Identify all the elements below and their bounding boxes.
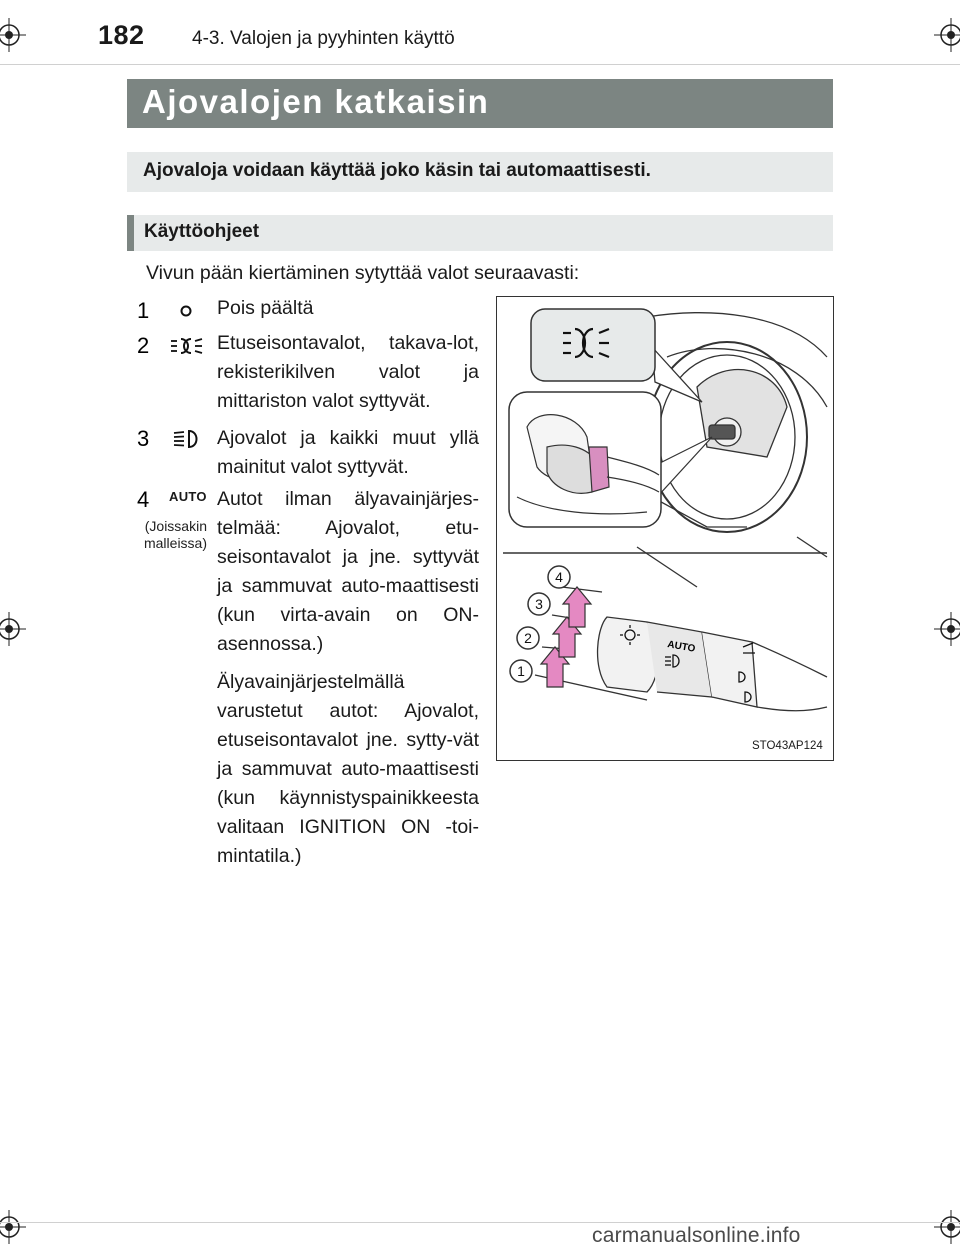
svg-text:2: 2	[137, 333, 150, 358]
headlight-icon	[169, 426, 205, 452]
svg-text:1: 1	[137, 298, 150, 323]
registration-mark-top-right	[934, 18, 960, 52]
item-number-4	[134, 486, 160, 512]
header-divider	[0, 64, 960, 65]
item-text-4-smart-key: Älyavainjärjestelmällä varustetut autot: Ajovalot, etuseisontavalot jne. sytty-vät ja sammuvat auto-maattisesti (kun käynnistyspainikkeesta valitaan IGNITION ON -toi-mintatila.)	[217, 671, 479, 867]
figure-illustration	[497, 297, 832, 759]
parking-lights-icon	[169, 333, 205, 359]
item-text-1: Pois päältä	[217, 297, 314, 319]
figure-label-3: 3	[535, 596, 543, 612]
model-note: (Joissakin malleissa)	[143, 518, 207, 551]
figure-label-4: 4	[555, 569, 563, 585]
headlight-switch-figure	[496, 296, 834, 761]
item-number-1	[134, 297, 160, 323]
figure-auto-label: AUTO	[666, 639, 697, 655]
item-text-4: Autot ilman älyavainjärjes-telmää: Ajovalot, etu-seisontavalot ja jne. syttyvät ja sammuvat auto-maattisesti (kun virta-avain on ON-asennossa.)	[217, 488, 479, 655]
auto-icon: AUTO	[169, 489, 207, 504]
off-circle-icon	[169, 298, 205, 324]
registration-mark-top-left	[0, 18, 26, 52]
lead-text: Vivun pään kiertäminen sytyttää valot seuraavasti:	[146, 262, 580, 284]
item-text-2: Etuseisontavalot, takava-lot, rekisterikilven valot ja mittariston valot syttyvät.	[217, 332, 479, 412]
subsection-title: Käyttöohjeet	[144, 221, 260, 242]
figure-label-2: 2	[524, 630, 532, 646]
section-heading: 4-3. Valojen ja pyyhinten käyttö	[192, 28, 455, 49]
item-number-2	[134, 332, 160, 358]
registration-mark-mid-right	[934, 612, 960, 646]
intro-text: Ajovaloja voidaan käyttää joko käsin tai automaattisesti.	[143, 160, 651, 181]
svg-text:4: 4	[137, 487, 150, 512]
registration-mark-mid-left	[0, 612, 26, 646]
page-number: 182	[98, 20, 145, 50]
item-number-3	[134, 425, 160, 451]
page-title: Ajovalojen katkaisin	[142, 83, 490, 120]
figure-label-1: 1	[517, 663, 525, 679]
footer-divider	[0, 1222, 960, 1223]
figure-code: STO43AP124	[752, 740, 823, 752]
watermark-link[interactable]: carmanualsonline.info	[592, 1224, 801, 1247]
item-text-3: Ajovalot ja kaikki muut yllä mainitut valot syttyvät.	[217, 427, 479, 478]
registration-mark-bottom-right	[934, 1210, 960, 1244]
svg-text:3: 3	[137, 426, 150, 451]
registration-mark-bottom-left	[0, 1210, 26, 1244]
